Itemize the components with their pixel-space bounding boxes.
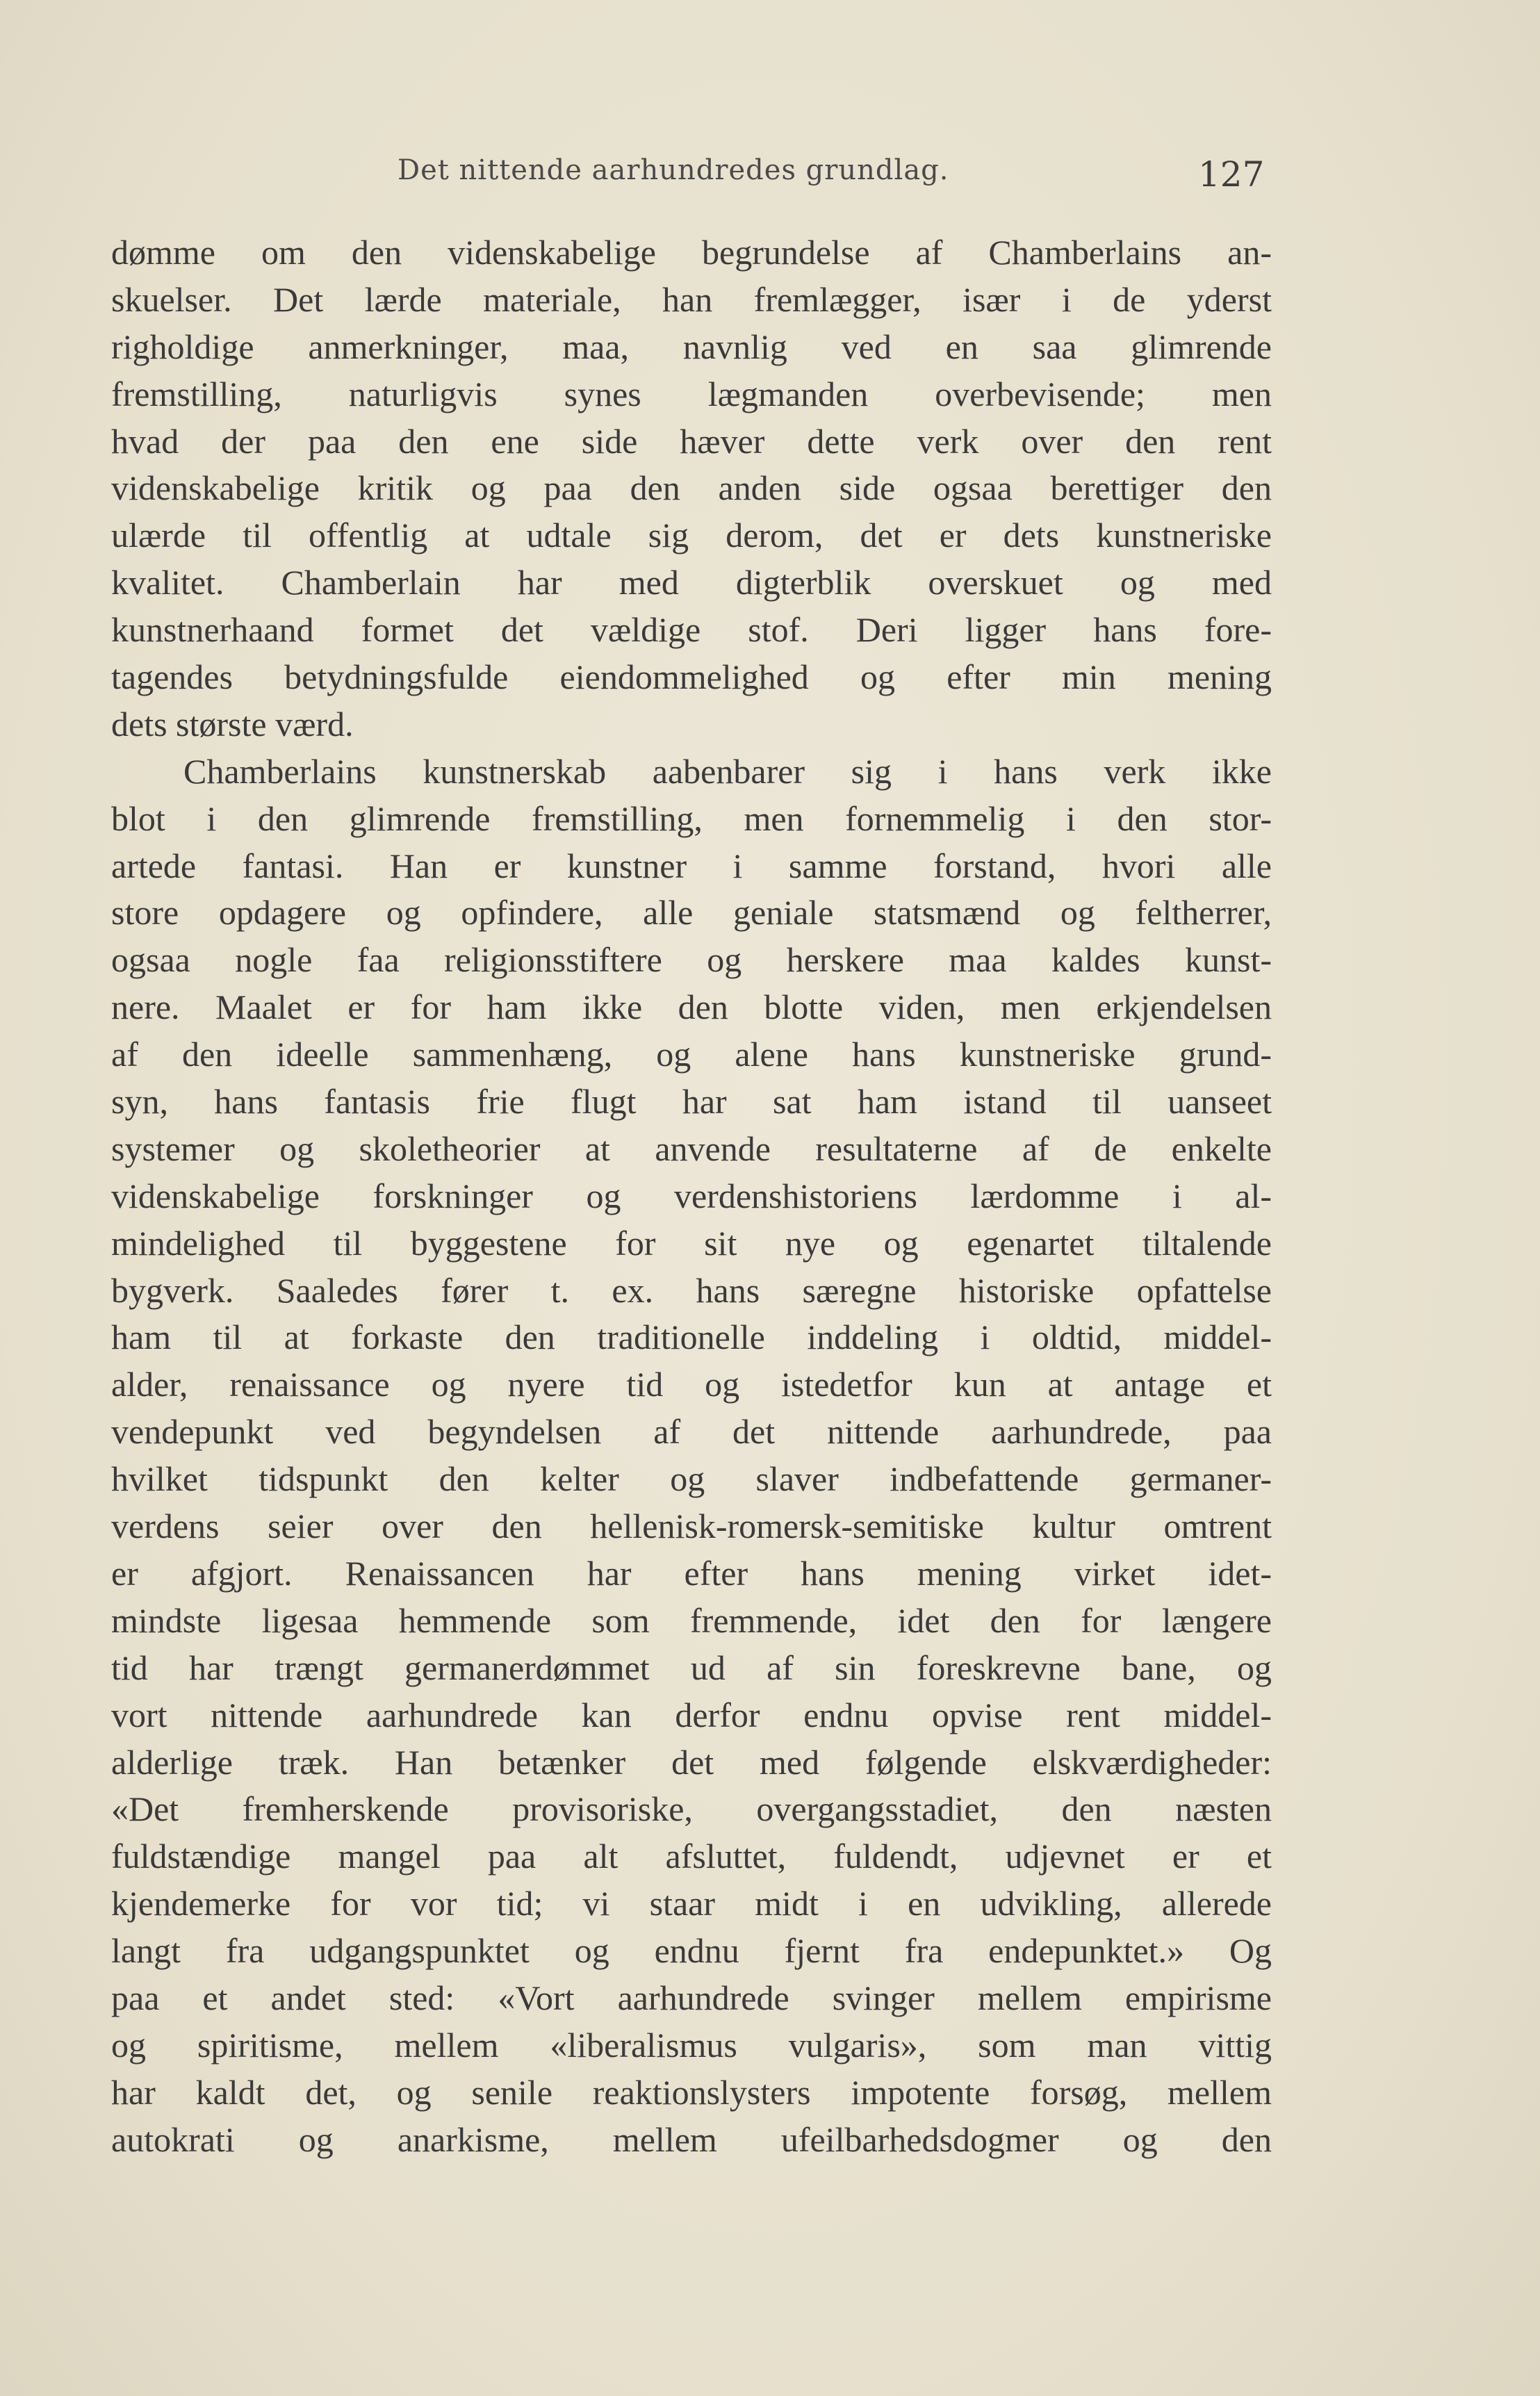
- text-line: dømme om den videnskabelige begrundelse af Chamberlains an-: [111, 233, 1272, 272]
- text-line: paa et andet sted: «Vort aarhundrede svinger mellem empirisme: [111, 1978, 1272, 2017]
- text-line: autokrati og anarkisme, mellem ufeilbarhedsdogmer og den: [111, 2119, 1272, 2159]
- text-line: tid har trængt germanerdømmet ud af sin foreskrevne bane, og: [111, 1648, 1272, 1687]
- text-line: mindste ligesaa hemmende som fremmende, idet den for længere: [111, 1600, 1272, 1640]
- body-text: [111, 229, 1272, 2164]
- text-line: ogsaa nogle faa religionsstiftere og herskere maa kaldes kunst-: [111, 940, 1272, 980]
- text-line: dets største værd.: [111, 704, 354, 744]
- running-header: Det nittende aarhundredes grundlag.: [398, 154, 949, 186]
- text-line: kunstnerhaand formet det vældige stof. Deri ligger hans fore-: [111, 610, 1272, 650]
- text-line: systemer og skoletheorier at anvende resultaterne af de enkelte: [111, 1129, 1272, 1168]
- text-line: «Det fremherskende provisoriske, overgangsstadiet, den næsten: [111, 1789, 1272, 1829]
- text-line: blot i den glimrende fremstilling, men fornemmelig i den stor-: [111, 798, 1272, 838]
- text-line: mindelighed til byggestene for sit nye og egenartet tiltalende: [111, 1223, 1272, 1263]
- text-line: tagendes betydningsfulde eiendommelighed og efter min mening: [111, 657, 1272, 697]
- text-line: fuldstændige mangel paa alt afsluttet, fuldendt, udjevnet er et: [111, 1837, 1272, 1876]
- paragraph-first-line: Chamberlains kunstnerskab aabenbarer sig i hans verk ikke: [183, 751, 1272, 791]
- text-line: alderlige træk. Han betænker det med følgende elskværdigheder:: [111, 1742, 1272, 1782]
- text-line: hvilket tidspunkt den kelter og slaver indbefattende germaner-: [111, 1459, 1272, 1499]
- text-line: verdens seier over den hellenisk-romersk-semitiske kultur omtrent: [111, 1507, 1272, 1546]
- text-line: ham til at forkaste den traditionelle inddeling i oldtid, middel-: [111, 1318, 1272, 1357]
- text-line: videnskabelige forskninger og verdenshistoriens lærdomme i al-: [111, 1176, 1272, 1215]
- text-line: righoldige anmerkninger, maa, navnlig ved en saa glimrende: [111, 327, 1272, 366]
- text-line: kjendemerke for vor tid; vi staar midt i en udvikling, allerede: [111, 1884, 1272, 1923]
- page-number: 127: [1198, 154, 1265, 195]
- text-line: fremstilling, naturligvis synes lægmanden overbevisende; men: [111, 374, 1272, 413]
- text-line: har kaldt det, og senile reaktionslysters impotente forsøg, mellem: [111, 2072, 1272, 2112]
- text-line: vendepunkt ved begyndelsen af det nittende aarhundrede, paa: [111, 1412, 1272, 1452]
- text-line: nere. Maalet er for ham ikke den blotte viden, men erkjendelsen: [111, 987, 1272, 1027]
- text-line: og spiritisme, mellem «liberalismus vulgaris», som man vittig: [111, 2025, 1272, 2065]
- text-line: store opdagere og opfindere, alle geniale statsmænd og feltherrer,: [111, 893, 1272, 933]
- text-line: er afgjort. Renaissancen har efter hans mening virket idet-: [111, 1553, 1272, 1593]
- text-line: langt fra udgangspunktet og endnu fjernt fra endepunktet.» Og: [111, 1931, 1272, 1971]
- text-line: vort nittende aarhundrede kan derfor endnu opvise rent middel-: [111, 1695, 1272, 1734]
- text-line: artede fantasi. Han er kunstner i samme forstand, hvori alle: [111, 846, 1272, 885]
- text-line: videnskabelige kritik og paa den anden side ogsaa berettiger den: [111, 468, 1272, 508]
- text-line: skuelser. Det lærde materiale, han fremlægger, især i de yderst: [111, 279, 1272, 319]
- text-line: alder, renaissance og nyere tid og istedetfor kun at antage et: [111, 1365, 1272, 1404]
- text-line: bygverk. Saaledes fører t. ex. hans særegne historiske opfattelse: [111, 1270, 1272, 1310]
- text-line: kvalitet. Chamberlain har med digterblik overskuet og med: [111, 563, 1272, 602]
- text-line: hvad der paa den ene side hæver dette verk over den rent: [111, 421, 1272, 461]
- text-line: af den ideelle sammenhæng, og alene hans kunstneriske grund-: [111, 1035, 1272, 1074]
- text-line: ulærde til offentlig at udtale sig derom, det er dets kunstneriske: [111, 516, 1272, 555]
- text-line: syn, hans fantasis frie flugt har sat ham istand til uanseet: [111, 1082, 1272, 1122]
